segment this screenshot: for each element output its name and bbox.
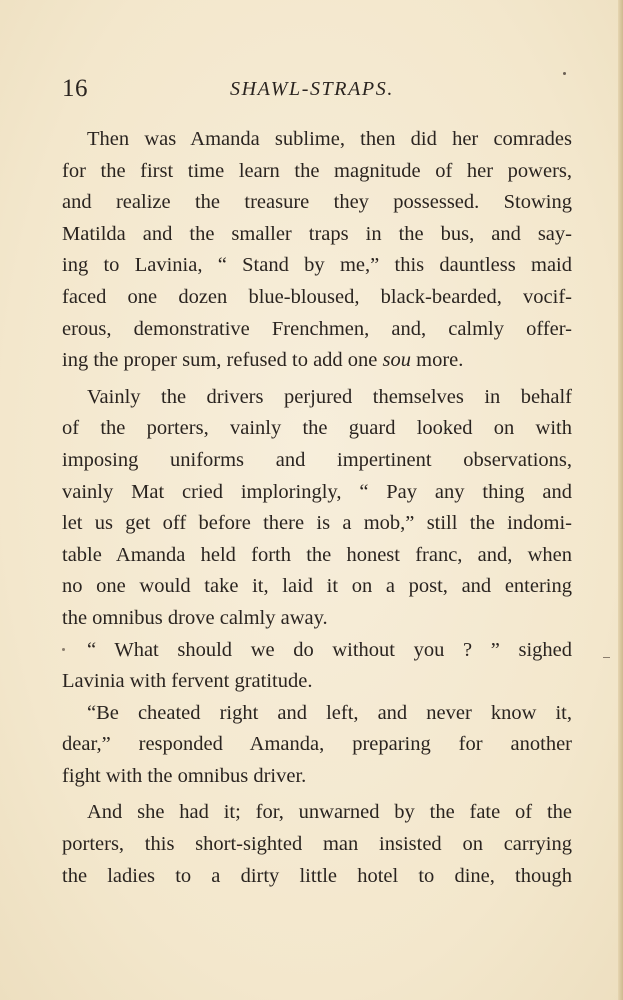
text-line: erous, demonstrative Frenchmen, and, calmly offer- <box>62 317 572 340</box>
text-line: vainly Mat cried imploringly, “ Pay any thing and <box>62 480 572 503</box>
text-line: imposing uniforms and impertinent observations, <box>62 448 572 471</box>
text-line: fight with the omnibus driver. <box>62 764 307 787</box>
paragraph <box>62 698 572 793</box>
text-line: of the porters, vainly the guard looked on with <box>62 417 572 440</box>
text-line <box>62 345 572 377</box>
text-segment: more. <box>411 349 464 372</box>
text-line: Then was Amanda sublime, then did her comrades <box>87 128 572 150</box>
text-line: Vainly the drivers perjured themselves in behalf <box>87 385 572 408</box>
text-line: the ladies to a dirty little hotel to dine, though <box>62 864 572 887</box>
page-number: 16 <box>62 75 88 102</box>
text-line: let us get off before there is a mob,” still the indomi- <box>62 512 572 535</box>
paragraph <box>62 797 572 892</box>
body-text <box>62 124 572 892</box>
page-edge-shadow <box>618 0 623 1000</box>
text-line: and realize the treasure they possessed. Stowing <box>62 191 572 214</box>
running-title: SHAWL-STRAPS. <box>230 78 394 100</box>
paragraph <box>62 124 572 377</box>
text-line: “ What should we do without you ? ” sighed <box>87 638 572 661</box>
text-line: And she had it; for, unwarned by the fate of the <box>87 801 572 824</box>
text-line: faced one dozen blue-bloused, black-bearded, vocif- <box>62 285 572 308</box>
paragraph <box>62 635 572 698</box>
text-line: ing to Lavinia, “ Stand by me,” this dauntless maid <box>62 254 572 277</box>
text-line: no one would take it, laid it on a post, and entering <box>62 575 572 598</box>
paragraph <box>62 382 572 635</box>
text-line: Lavinia with fervent gratitude. <box>62 670 313 693</box>
text-line: dear,” responded Amanda, preparing for another <box>62 733 572 756</box>
italic-word: sou <box>382 349 411 372</box>
print-speck <box>603 657 610 658</box>
text-segment: ing the proper sum, refused to add one <box>62 349 383 372</box>
text-line: table Amanda held forth the honest franc, and, when <box>62 543 572 566</box>
text-line: “Be cheated right and left, and never know it, <box>87 701 572 724</box>
text-line: for the first time learn the magnitude of her powers, <box>62 159 572 182</box>
text-line: porters, this short-sighted man insisted on carrying <box>62 833 572 856</box>
running-header <box>62 74 572 104</box>
text-line: Matilda and the smaller traps in the bus, and say- <box>62 222 572 245</box>
text-line: the omnibus drove calmly away. <box>62 606 328 629</box>
